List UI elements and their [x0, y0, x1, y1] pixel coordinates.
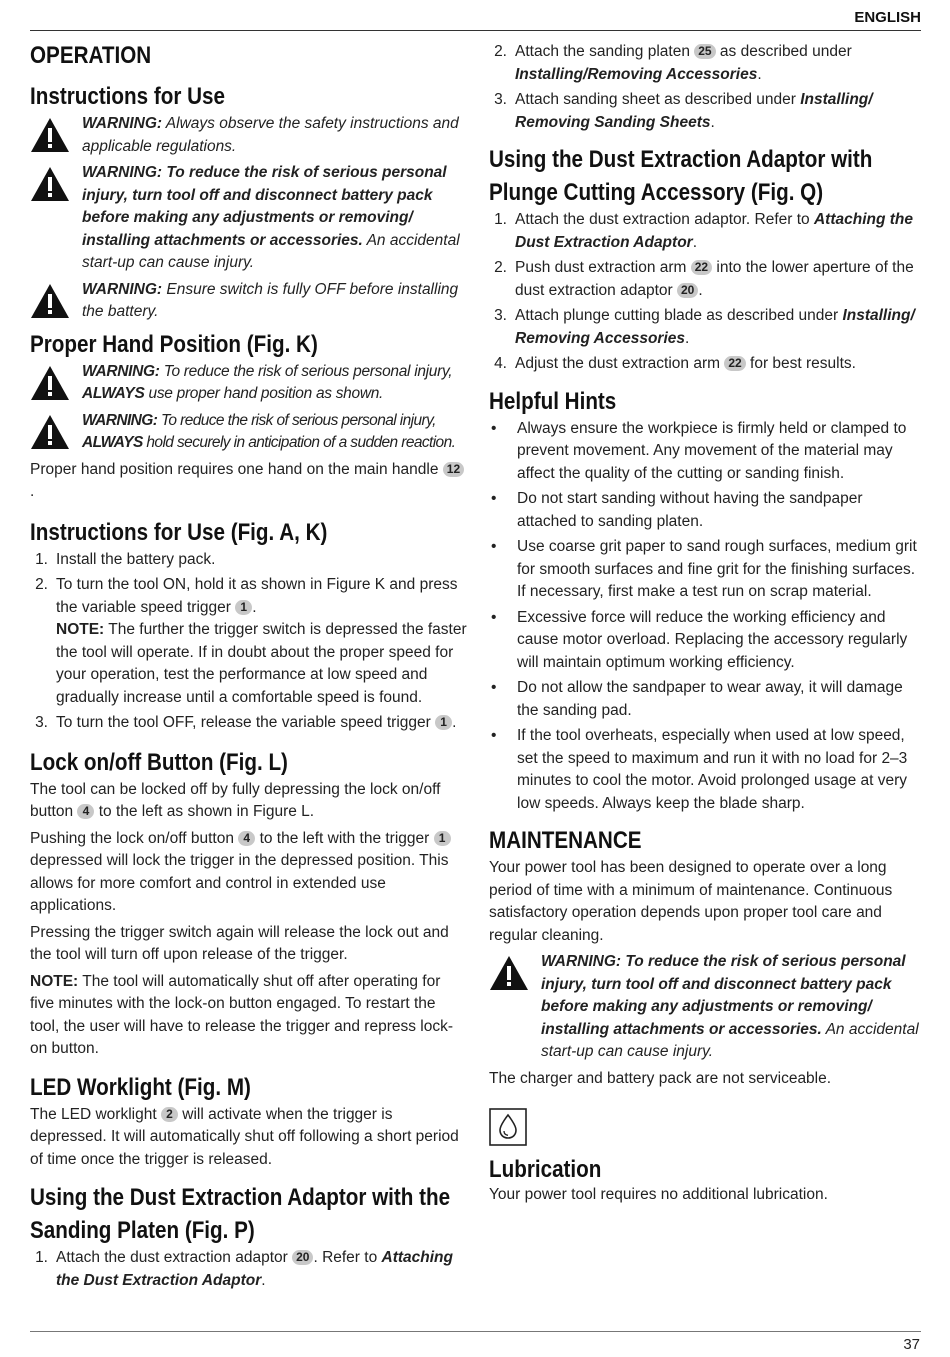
hand-position-paragraph: Proper hand position requires one hand on the main handle 12. — [30, 459, 468, 504]
list-text: . — [710, 113, 715, 131]
left-column — [30, 40, 468, 1295]
bullet: • — [491, 608, 497, 626]
list-item — [489, 353, 921, 376]
list-item: 3. To turn the tool OFF, release the variable speed trigger 1 . — [30, 712, 468, 735]
list-number: 3. — [35, 714, 48, 731]
paragraph-text: Proper hand position requires one hand on the main handle — [30, 460, 443, 478]
list-text: Install the battery pack. — [56, 550, 216, 568]
note-text: The further the trigger switch is depressed the faster the tool will operate. If in doubt about the proper speed for your operation, test the performance at low speed and gradually increase until a comfortable speed is found. — [56, 621, 467, 706]
warning-label: WARNING: To reduce the risk of serious personal injury, turn tool off and disconnect battery pack before making any adjustments or removing/ installing attachments or accessories. — [541, 953, 906, 1038]
list-item — [30, 549, 468, 572]
callout-badge: 4 — [77, 804, 94, 819]
warning-text: An accidental start-up can cause injury. — [541, 1020, 919, 1060]
page-header — [30, 0, 921, 31]
callout-badge: 20 — [292, 1250, 313, 1265]
list-item — [489, 418, 921, 486]
paragraph-text: The tool can be locked off by fully depressing the lock on/off button — [30, 780, 441, 820]
warning-label: WARNING: — [82, 280, 163, 298]
callout-badge: 22 — [724, 356, 745, 371]
dust-platen-list-continued — [489, 41, 921, 134]
warning-icon — [30, 361, 82, 406]
list-text: . — [261, 1271, 266, 1289]
bullet: • — [491, 419, 497, 437]
callout-badge: 1 — [235, 600, 252, 615]
callout-badge: 20 — [677, 283, 698, 298]
list-text: Attach plunge cutting blade as described under — [515, 307, 843, 324]
bullet: • — [491, 727, 497, 744]
warning-text: An accidental start-up can cause injury. — [82, 231, 460, 271]
operation-title: OPERATION — [30, 42, 152, 69]
paragraph-text: Pushing the lock on/off button — [30, 829, 239, 847]
bullet: • — [491, 538, 497, 555]
note-text: The tool will automatically shut off after operating for five minutes with the lock-on button engaged. To restart the tool, the user will have to release the trigger and repress lock-on button. — [30, 972, 454, 1057]
warning-icon — [30, 162, 82, 207]
callout-badge: 22 — [691, 260, 712, 275]
list-item — [489, 488, 921, 533]
dust-plunge-list — [489, 209, 921, 376]
list-text: . — [698, 281, 703, 299]
list-text: Do not allow the sandpaper to wear away, it will damage the sanding pad. — [517, 679, 903, 719]
oil-drop-icon — [489, 1108, 527, 1146]
warning-emphasis: ALWAYS — [82, 434, 143, 451]
hints-list — [489, 418, 921, 816]
list-text: into the lower aperture of the dust extraction adaptor — [515, 259, 914, 299]
list-text: . — [757, 65, 762, 83]
lock-note — [30, 971, 468, 1061]
bullet: • — [491, 679, 497, 696]
callout-badge: 4 — [238, 831, 255, 846]
list-number: 3. — [494, 307, 507, 324]
lubrication-paragraph: Your power tool requires no additional lubrication. — [489, 1186, 828, 1203]
list-text: Attach sanding sheet as described under — [515, 91, 801, 108]
warning-text: Always observe the safety instructions and applicable regulations. — [82, 115, 459, 155]
lock-button-title: Lock on/off Button (Fig. L) — [30, 748, 288, 776]
led-worklight-title: LED Worklight (Fig. M) — [30, 1073, 251, 1101]
warning-icon — [30, 410, 82, 455]
callout-badge: 1 — [434, 831, 451, 846]
paragraph-text: The LED worklight — [30, 1105, 161, 1123]
list-text: Push dust extraction arm — [515, 259, 691, 276]
list-text: as described under — [715, 43, 852, 60]
warning-text: hold securely in anticipation of a sudden reaction. — [142, 434, 456, 451]
list-item — [489, 305, 921, 350]
note-label: NOTE: — [30, 972, 79, 990]
page-number: 37 — [903, 1336, 920, 1353]
list-item: 2. To turn the tool ON, hold it as shown in Figure K and press the variable speed trigger 1 . NOTE: The further the trigger switch is depressed the faster the tool will operate. If in doubt about the proper speed for your operation, test the performance at low speed and gradually increase until a comfortable speed is found. — [30, 574, 468, 709]
cross-reference: Installing/ Removing Sanding Sheets — [515, 91, 873, 131]
lubrication-title: Lubrication — [489, 1156, 602, 1183]
list-item — [489, 607, 921, 675]
note-label: NOTE: — [56, 621, 105, 638]
list-item — [489, 725, 921, 815]
instructions-fig-title: Instructions for Use (Fig. A, K) — [30, 518, 328, 546]
warning-text: To reduce the risk of serious personal injury, — [159, 362, 453, 380]
warning-label: WARNING: — [82, 115, 163, 132]
list-number: 1. — [35, 1249, 48, 1266]
list-text: . Refer to — [313, 1249, 382, 1266]
maintenance-title: MAINTENANCE — [489, 827, 642, 854]
cross-reference: Attaching the Dust Extraction Adaptor — [56, 1249, 453, 1289]
paragraph-text: will activate when the trigger is depressed. It will automatically shut off following a short period of time once the trigger is released. — [30, 1105, 459, 1168]
warning-icon — [30, 113, 82, 158]
cross-reference: Attaching the Dust Extraction Adaptor — [515, 211, 914, 251]
warning-label: WARNING: To reduce the risk of serious personal injury, turn tool off and disconnect battery pack before making any adjustments or removing/ installing attachments or accessories. — [82, 164, 447, 249]
dust-platen-title: Using the Dust Extraction Adaptor with the Sanding Platen (Fig. P) — [30, 1184, 451, 1244]
list-text: To turn the tool OFF, release the variable speed trigger — [56, 714, 436, 731]
paragraph-text: to the left as shown in Figure L. — [94, 803, 315, 820]
maintenance-paragraph: The charger and battery pack are not serviceable. — [489, 1069, 832, 1087]
dust-platen-list — [30, 1247, 468, 1292]
callout-badge: 1 — [435, 715, 452, 730]
language-label: ENGLISH — [854, 9, 921, 26]
warning-block — [30, 410, 468, 455]
maintenance-paragraph: Your power tool has been designed to operate over a long period of time with a minimum of maintenance. Continuous satisfactory operation depends upon proper tool care and regular cleaning. — [489, 859, 893, 944]
instructions-list — [30, 549, 468, 735]
warning-icon — [30, 279, 82, 324]
list-number: 3. — [494, 91, 507, 108]
dust-plunge-title: Using the Dust Extraction Adaptor with Plunge Cutting Accessory (Fig. Q) — [489, 146, 873, 206]
led-paragraph — [30, 1104, 468, 1172]
callout-badge: 2 — [161, 1107, 178, 1122]
list-text: To turn the tool ON, hold it as shown in Figure K and press the variable speed trigger — [56, 576, 458, 616]
right-column — [489, 41, 921, 1211]
list-text: Excessive force will reduce the working efficiency and cause motor overload. Replacing the accessory regularly will maintain optimum working efficiency. — [517, 608, 908, 671]
list-text: If the tool overheats, especially when used at low speed, set the speed to maximum and run it with no load for 2–3 minutes to cool the motor. Avoid prolonged usage at very low speeds. Always keep the blade sharp. — [517, 727, 908, 812]
warning-icon — [489, 951, 541, 996]
list-item — [489, 209, 921, 254]
list-text: Attach the sanding platen — [515, 43, 695, 60]
cross-reference: Installing/Removing Accessories — [515, 65, 758, 83]
list-number: 1. — [494, 211, 507, 228]
warning-block — [30, 279, 468, 324]
warning-label: WARNING: — [82, 362, 160, 380]
callout-badge: 25 — [694, 44, 715, 59]
list-item — [30, 1247, 468, 1292]
warning-text: use proper hand position as shown. — [144, 385, 384, 402]
cross-reference: Installing/ Removing Accessories — [515, 307, 915, 347]
paragraph-text: to the left with the trigger — [255, 829, 434, 847]
warning-block — [30, 113, 468, 158]
warning-label: WARNING: — [82, 411, 158, 429]
callout-badge: 12 — [443, 462, 464, 477]
list-item — [489, 257, 921, 302]
list-number: 2. — [35, 576, 48, 593]
instructions-title: Instructions for Use — [30, 83, 225, 110]
footer-rule — [30, 1331, 921, 1332]
warning-emphasis: ALWAYS — [82, 385, 145, 402]
paragraph-text: depressed will lock the trigger in the depressed position. This allows for more comfort and control in extended use applications. — [30, 852, 449, 914]
warning-text: Ensure switch is fully OFF before installing the battery. — [82, 280, 459, 320]
lock-paragraph — [30, 828, 468, 918]
list-number: 2. — [494, 43, 507, 60]
bullet: • — [491, 490, 497, 507]
warning-block — [489, 951, 921, 1064]
list-number: 2. — [494, 259, 507, 276]
list-text: Use coarse grit paper to sand rough surfaces, medium grit for smooth surfaces and fine grit for the finishing surfaces. If necessary, first make a test run on scrap material. — [517, 538, 917, 600]
list-text: for best results. — [745, 355, 856, 372]
list-text: . — [692, 233, 698, 251]
hand-position-title: Proper Hand Position (Fig. K) — [30, 330, 318, 358]
lock-paragraph: Pressing the trigger switch again will release the lock out and the tool will turn off upon release of the trigger. — [30, 923, 449, 963]
list-text: Adjust the dust extraction arm — [515, 355, 725, 372]
list-number: 4. — [494, 355, 507, 372]
lock-paragraph — [30, 779, 468, 824]
list-item — [489, 89, 921, 134]
list-text: Attach the dust extraction adaptor — [56, 1249, 293, 1266]
warning-text: To reduce the risk of serious personal injury, — [157, 411, 436, 429]
helpful-hints-title: Helpful Hints — [489, 387, 617, 415]
list-number: 1. — [35, 550, 48, 568]
list-item — [489, 41, 921, 86]
list-text: Do not start sanding without having the sandpaper attached to sanding platen. — [517, 490, 863, 530]
list-text: Attach the dust extraction adaptor. Refer to — [515, 211, 814, 228]
list-item — [489, 536, 921, 604]
warning-block — [30, 162, 468, 275]
warning-block — [30, 361, 468, 406]
list-item — [489, 677, 921, 722]
list-text: Always ensure the workpiece is firmly held or clamped to prevent movement. Any movement of the material may affect the quality of the cutting or sanding finish. — [517, 419, 907, 482]
list-text: . — [685, 329, 690, 347]
